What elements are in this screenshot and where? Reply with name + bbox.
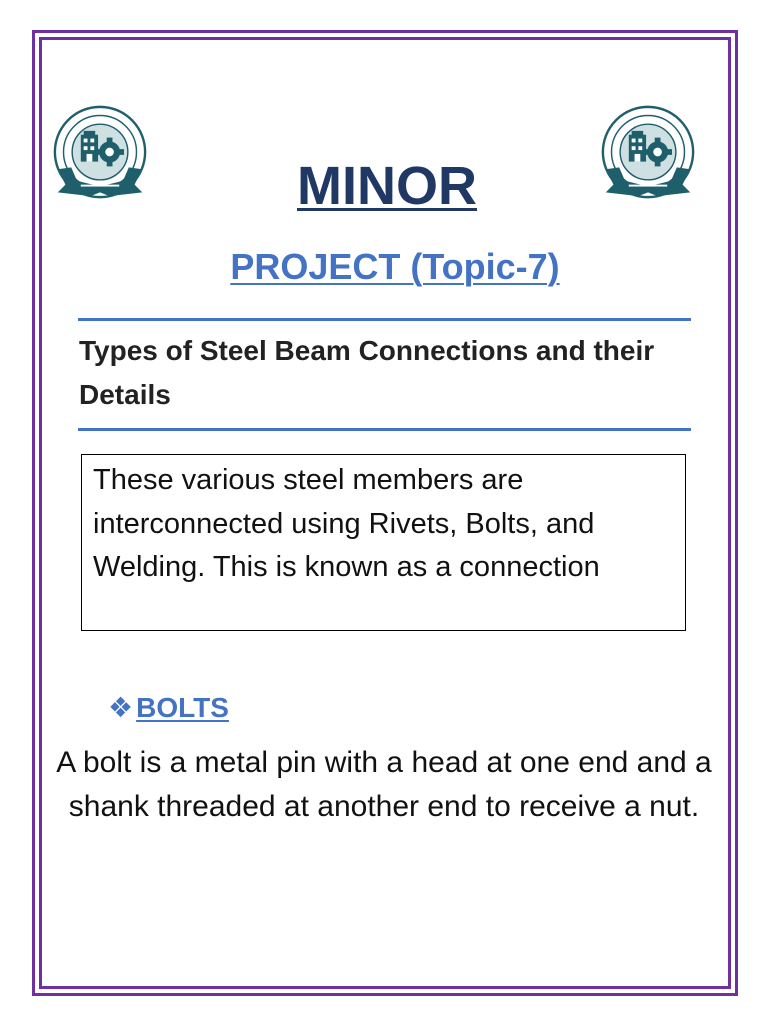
- page-subtitle-text: PROJECT (Topic-7): [230, 246, 560, 287]
- bolts-heading: [108, 688, 229, 728]
- section-heading: Types of Steel Beam Connections and their Details: [79, 335, 655, 410]
- diamond-bullet-icon: ❖: [108, 692, 134, 723]
- heading-rule-top: [78, 318, 691, 321]
- heading-rule-bottom: [78, 428, 691, 431]
- bolts-description: A bolt is a metal pin with a head at one end and a shank threaded at another end to receive a nut.: [56, 746, 712, 823]
- page-subtitle: [0, 243, 768, 291]
- definition-box: These various steel members are interconnected using Rivets, Bolts, and Welding. This is known as a connection: [81, 454, 686, 631]
- bolts-heading-label: BOLTS: [136, 692, 229, 723]
- page-title: [0, 150, 768, 222]
- page-title-text: MINOR: [297, 156, 477, 216]
